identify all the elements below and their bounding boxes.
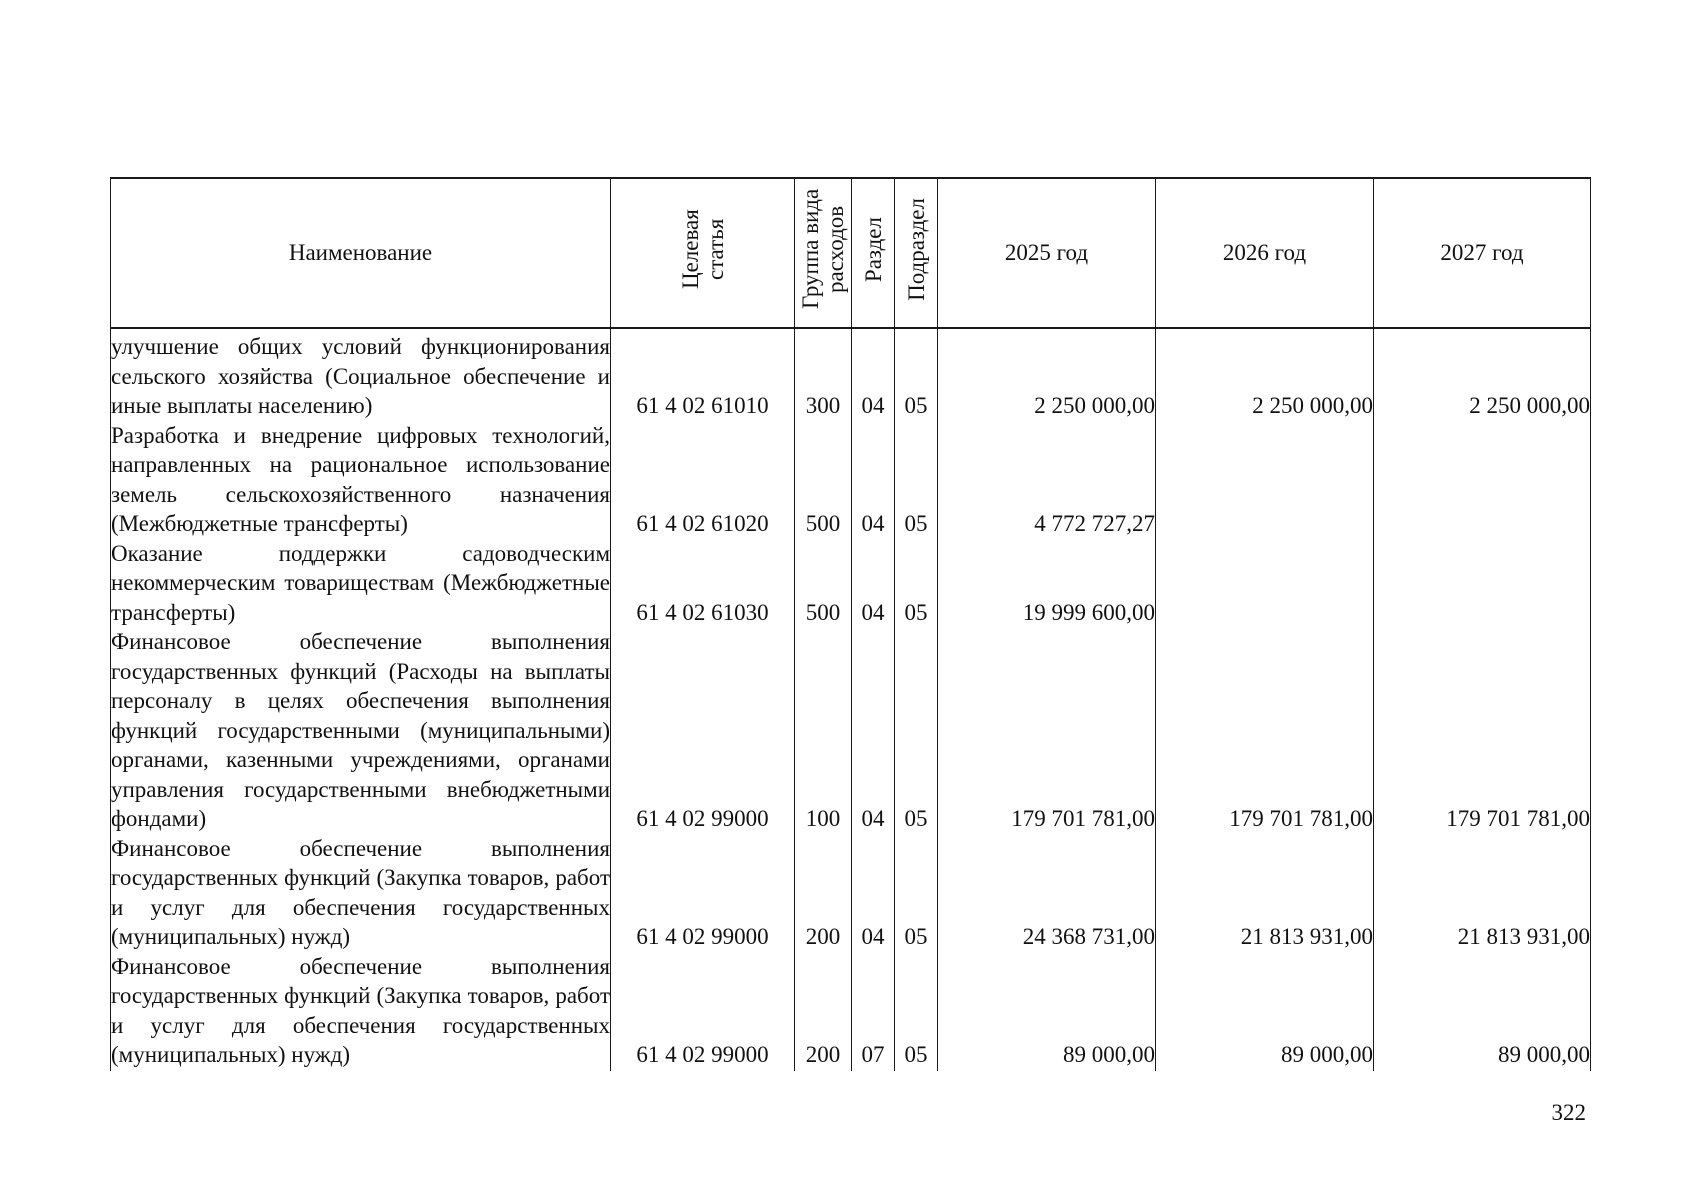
- row-group: 200: [795, 952, 852, 1071]
- header-group: Группа вида расходов: [795, 178, 852, 328]
- table-row: [111, 421, 1591, 539]
- row-section: 07: [852, 952, 895, 1071]
- row-name: Разработка и внедрение цифровых технологий, направленных на рациональное использование земель сельскохозяйственного назначения (Межбюджетные трансферты): [111, 421, 611, 539]
- page-number: 322: [1551, 1100, 1586, 1125]
- row-2027: 179 701 781,00: [1374, 627, 1591, 834]
- row-2025: 19 999 600,00: [938, 539, 1156, 628]
- row-2026: 179 701 781,00: [1156, 627, 1374, 834]
- row-subsection: 05: [895, 539, 938, 628]
- row-2027: 2 250 000,00: [1374, 328, 1591, 421]
- row-2027: 89 000,00: [1374, 952, 1591, 1071]
- row-target: 61 4 02 99000: [611, 834, 795, 952]
- row-name: Оказание поддержки садоводческим некоммерческим товариществам (Межбюджетные трансферты): [111, 539, 611, 628]
- header-subsection: Подраздел: [895, 178, 938, 328]
- row-group: 500: [795, 421, 852, 539]
- row-2026: 2 250 000,00: [1156, 328, 1374, 421]
- row-subsection: 05: [895, 328, 938, 421]
- row-section: 04: [852, 539, 895, 628]
- row-subsection: 05: [895, 834, 938, 952]
- row-2026: [1156, 539, 1374, 628]
- row-group: 100: [795, 627, 852, 834]
- row-2025: 4 772 727,27: [938, 421, 1156, 539]
- row-name: Финансовое обеспечение выполнения государственных функций (Закупка товаров, работ и услуг для обеспечения государственных (муниципальных) нужд): [111, 952, 611, 1071]
- header-2027: 2027 год: [1374, 178, 1591, 328]
- header-name: Наименование: [111, 178, 611, 328]
- row-section: 04: [852, 834, 895, 952]
- table-row: [111, 539, 1591, 628]
- row-2026: [1156, 421, 1374, 539]
- row-target: 61 4 02 61020: [611, 421, 795, 539]
- row-name: Финансовое обеспечение выполнения государственных функций (Закупка товаров, работ и услуг для обеспечения государственных (муниципальных) нужд): [111, 834, 611, 952]
- row-section: 04: [852, 328, 895, 421]
- row-2027: [1374, 539, 1591, 628]
- row-2027: [1374, 421, 1591, 539]
- row-subsection: 05: [895, 952, 938, 1071]
- row-2025: 2 250 000,00: [938, 328, 1156, 421]
- row-target: 61 4 02 61030: [611, 539, 795, 628]
- row-group: 300: [795, 328, 852, 421]
- table-row: [111, 952, 1591, 1071]
- row-2025: 89 000,00: [938, 952, 1156, 1071]
- row-section: 04: [852, 421, 895, 539]
- header-2026: 2026 год: [1156, 178, 1374, 328]
- row-subsection: 05: [895, 421, 938, 539]
- row-2025: 24 368 731,00: [938, 834, 1156, 952]
- row-2026: 21 813 931,00: [1156, 834, 1374, 952]
- row-subsection: 05: [895, 627, 938, 834]
- row-name: Финансовое обеспечение выполнения государственных функций (Расходы на выплаты персоналу в целях обеспечения выполнения функций государственными (муниципальными) органами, казенными учреждениями, органами управления государственными внебюджетными фондами): [111, 627, 611, 834]
- row-group: 200: [795, 834, 852, 952]
- row-group: 500: [795, 539, 852, 628]
- header-2025: 2025 год: [938, 178, 1156, 328]
- table-row: [111, 627, 1591, 834]
- header-target: Целевая статья: [611, 178, 795, 328]
- header-section: Раздел: [852, 178, 895, 328]
- row-name: улучшение общих условий функционирования сельского хозяйства (Социальное обеспечение и иные выплаты населению): [111, 328, 611, 421]
- row-2027: 21 813 931,00: [1374, 834, 1591, 952]
- row-target: 61 4 02 99000: [611, 952, 795, 1071]
- row-target: 61 4 02 61010: [611, 328, 795, 421]
- row-target: 61 4 02 99000: [611, 627, 795, 834]
- row-2026: 89 000,00: [1156, 952, 1374, 1071]
- row-2025: 179 701 781,00: [938, 627, 1156, 834]
- table-row: [111, 328, 1591, 421]
- table-header-row: [111, 178, 1591, 328]
- table-row: [111, 834, 1591, 952]
- row-section: 04: [852, 627, 895, 834]
- budget-table: [110, 177, 1591, 1071]
